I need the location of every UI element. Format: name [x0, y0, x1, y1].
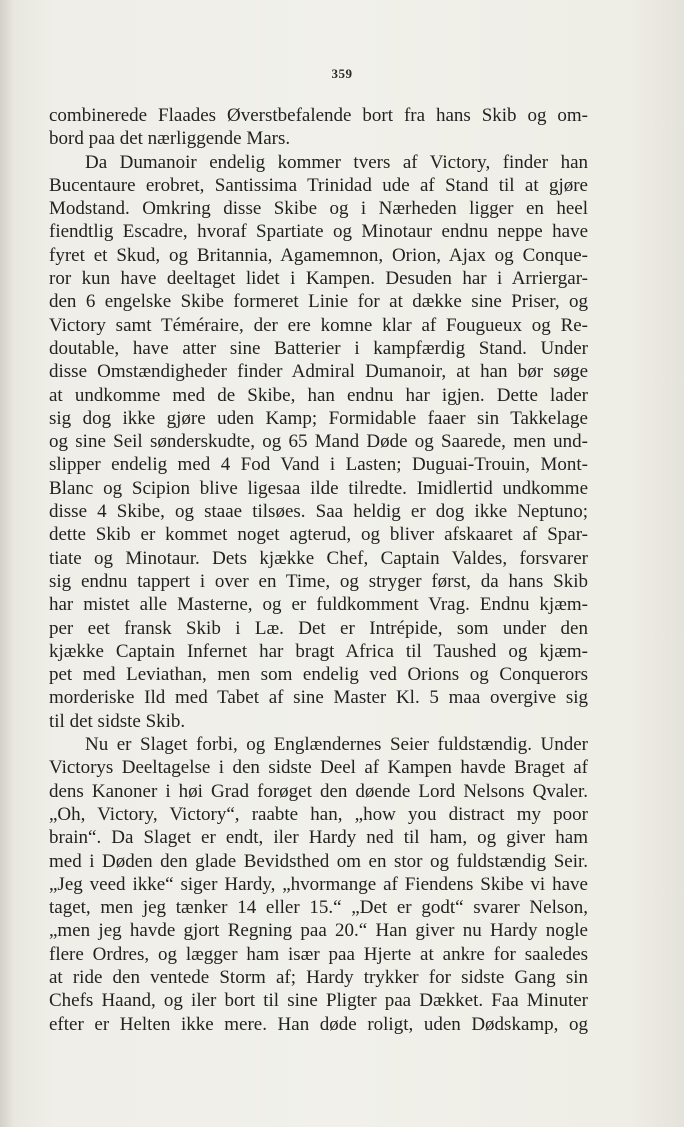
- text-line: bord paa det nærliggende Mars.: [49, 128, 291, 150]
- text-line: pet med Leviathan, men som endelig ved Orions og Conquerors: [49, 664, 588, 686]
- text-line: Victorys Deeltagelse i den sidste Deel af Kampen havde Braget af: [49, 757, 588, 779]
- text-line: Nu er Slaget forbi, og Englændernes Seier fuldstændig. Under: [85, 734, 588, 756]
- text-line: Blanc og Scipion blive ligesaa ilde tilredte. Imidlertid undkomme: [49, 477, 588, 499]
- text-line: sig dog ikke gjøre uden Kamp; Formidable faaer sin Takkelage: [49, 407, 588, 429]
- text-line: at undkomme med de Skibe, han endnu har igjen. Dette lader: [49, 384, 588, 406]
- page-number: 359: [331, 66, 353, 81]
- text-line: taget, men jeg tænker 14 eller 15.“ „Det er godt“ svarer Nelson,: [49, 897, 588, 919]
- text-line: efter er Helten ikke mere. Han døde roligt, uden Dødskamp, og: [49, 1013, 588, 1035]
- text-line: at ride den ventede Storm af; Hardy trykker for sidste Gang sin: [49, 966, 588, 988]
- text-line: den 6 engelske Skibe formeret Linie for at dække sine Priser, og: [49, 291, 588, 313]
- text-line: Victory samt Téméraire, der ere komne klar af Fougueux og Re-: [49, 314, 588, 336]
- text-line: til det sidste Skib.: [49, 710, 186, 732]
- text-line: dens Kanoner i høi Grad forøget den døende Lord Nelsons Qvaler.: [49, 780, 588, 802]
- text-line: disse Omstændigheder finder Admiral Dumanoir, at han bør søge: [49, 361, 588, 383]
- text-line: kjække Captain Infernet har bragt Africa til Taushed og kjæm-: [49, 640, 588, 662]
- text-line: combinerede Flaades Øverstbefalende bort fra hans Skib og om-: [49, 105, 588, 126]
- text-line: slipper endelig med 4 Fod Vand i Lasten; Duguai-Trouin, Mont-: [49, 454, 588, 476]
- text-line: doutable, have atter sine Batterier i kampfærdig Stand. Under: [49, 337, 588, 359]
- text-line: disse 4 Skibe, og staae tilsøes. Saa heldig er dog ikke Neptuno;: [49, 501, 588, 523]
- text-line: tiate og Minotaur. Dets kjække Chef, Captain Valdes, forsvarer: [49, 547, 588, 569]
- text-line: fiendtlig Escadre, hvoraf Spartiate og Minotaur endnu neppe have: [49, 221, 588, 243]
- text-line: har mistet alle Masterne, og er fuldkomment Vrag. Endnu kjæm-: [49, 594, 588, 616]
- text-line: Chefs Haand, og iler bort til sine Pligter paa Dækket. Faa Minuter: [49, 990, 588, 1012]
- text-line: per eet fransk Skib i Læ. Det er Intrépide, som under den: [49, 617, 588, 639]
- text-line: „men jeg havde gjort Regning paa 20.“ Han giver nu Hardy nogle: [49, 920, 588, 942]
- text-line: med i Døden den glade Bevidsthed om en stor og fuldstændig Seir.: [49, 850, 588, 872]
- text-line: „Jeg veed ikke“ siger Hardy, „hvormange af Fiendens Skibe vi have: [49, 873, 588, 895]
- text-line: Bucentaure erobret, Santissima Trinidad ude af Stand til at gjøre: [49, 174, 588, 196]
- text-line: brain“. Da Slaget er endt, iler Hardy ned til ham, og giver ham: [49, 827, 588, 849]
- text-line: flere Ordres, og lægger ham især paa Hjerte at ankre for saaledes: [49, 943, 588, 965]
- text-line: morderiske Ild med Tabet af sine Master Kl. 5 maa overgive sig: [49, 687, 588, 709]
- text-line: „Oh, Victory, Victory“, raabte han, „how you distract my poor: [49, 803, 588, 825]
- body-text: [49, 104, 588, 1036]
- text-line: dette Skib er kommet noget agterud, og bliver afskaaret af Spar-: [49, 524, 588, 546]
- text-line: Modstand. Omkring disse Skibe og i Nærheden ligger en heel: [49, 198, 588, 220]
- text-line: og sine Seil sønderskudte, og 65 Mand Døde og Saarede, men und-: [49, 431, 588, 453]
- text-line: sig endnu tappert i over en Time, og stryger først, da hans Skib: [49, 570, 588, 592]
- text-line: fyret et Skud, og Britannia, Agamemnon, Orion, Ajax og Conque-: [49, 244, 588, 266]
- spine-shadow: [0, 0, 14, 1127]
- text-line: Da Dumanoir endelig kommer tvers af Victory, finder han: [85, 151, 588, 173]
- text-line: ror kun have deeltaget lidet i Kampen. Desuden har i Arriergar-: [49, 268, 588, 290]
